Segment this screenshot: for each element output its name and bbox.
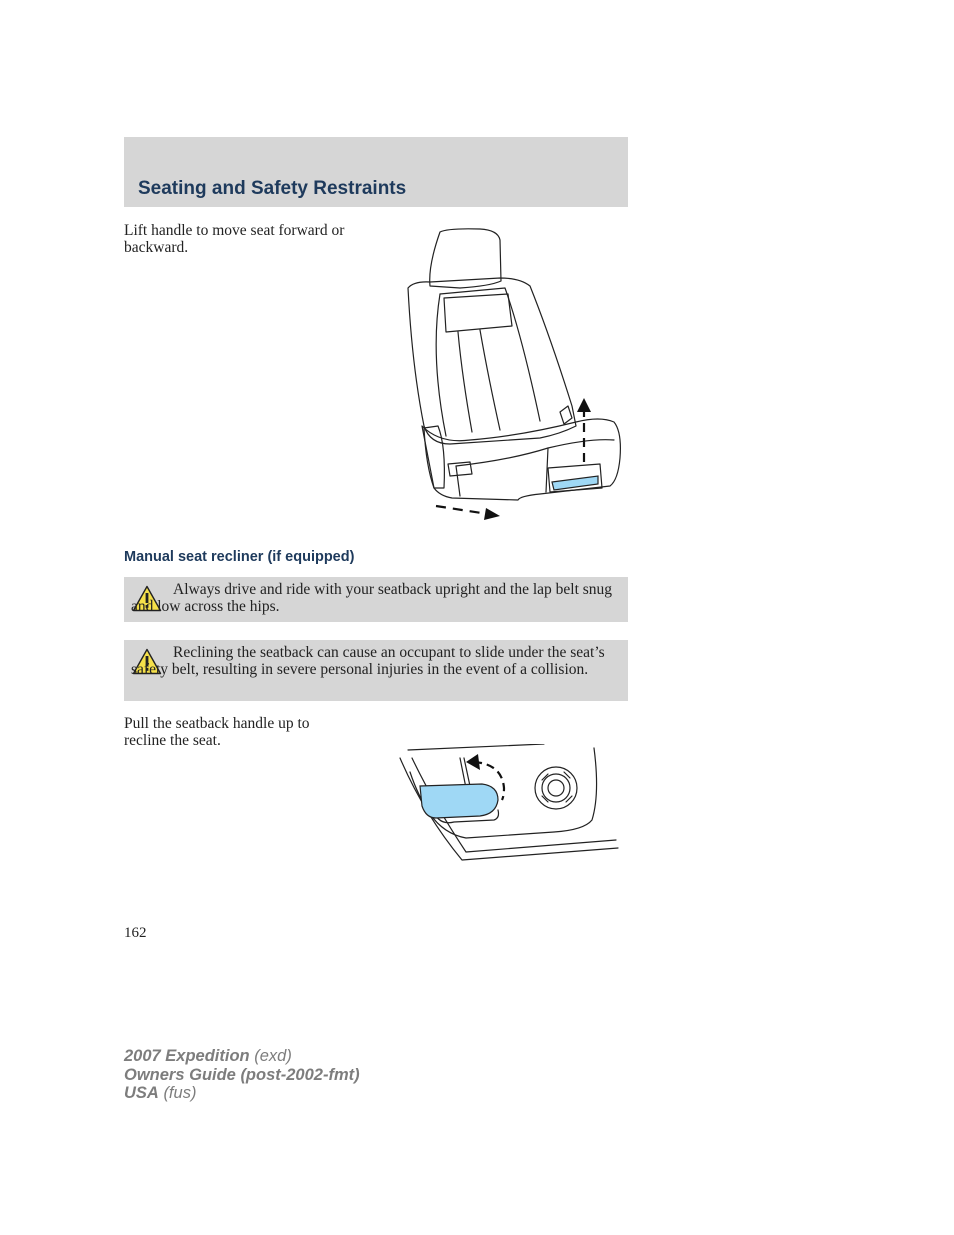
footer-line-1 xyxy=(124,1047,360,1066)
warning-box-upright xyxy=(124,577,628,622)
page-number: 162 xyxy=(124,925,147,941)
warning-text-recline: Reclining the seatback can cause an occupant to slide under the seat’s safety belt, resulting in severe personal injuries in the event of a collision. xyxy=(131,644,605,678)
lift-handle-paragraph xyxy=(124,222,344,256)
footer-market-code: (fus) xyxy=(163,1084,197,1102)
footer-model: 2007 Expedition xyxy=(124,1047,250,1065)
section-title: Seating and Safety Restraints xyxy=(138,178,407,199)
pull-handle-line-1: Pull the seatback handle up to xyxy=(124,715,310,732)
footer-model-code: (exd) xyxy=(254,1047,292,1065)
document-footer xyxy=(124,1047,360,1103)
lift-handle-line-1: Lift handle to move seat forward or xyxy=(124,222,345,239)
footer-guide: Owners Guide (post-2002-fmt) xyxy=(124,1065,360,1084)
footer-market: USA xyxy=(124,1084,159,1102)
recliner-heading: Manual seat recliner (if equipped) xyxy=(124,549,355,565)
warning-box-recline xyxy=(124,640,628,701)
footer-line-3 xyxy=(124,1084,360,1103)
recliner-handle-illustration xyxy=(394,744,622,864)
warning-text-upright: Always drive and ride with your seatback upright and the lap belt snug and low across the hips. xyxy=(131,581,613,615)
pull-handle-line-2: recline the seat. xyxy=(124,732,221,749)
seat-illustration xyxy=(400,226,630,522)
section-header-band xyxy=(124,137,628,207)
pull-handle-paragraph xyxy=(124,715,310,749)
lift-handle-line-2: backward. xyxy=(124,239,189,256)
